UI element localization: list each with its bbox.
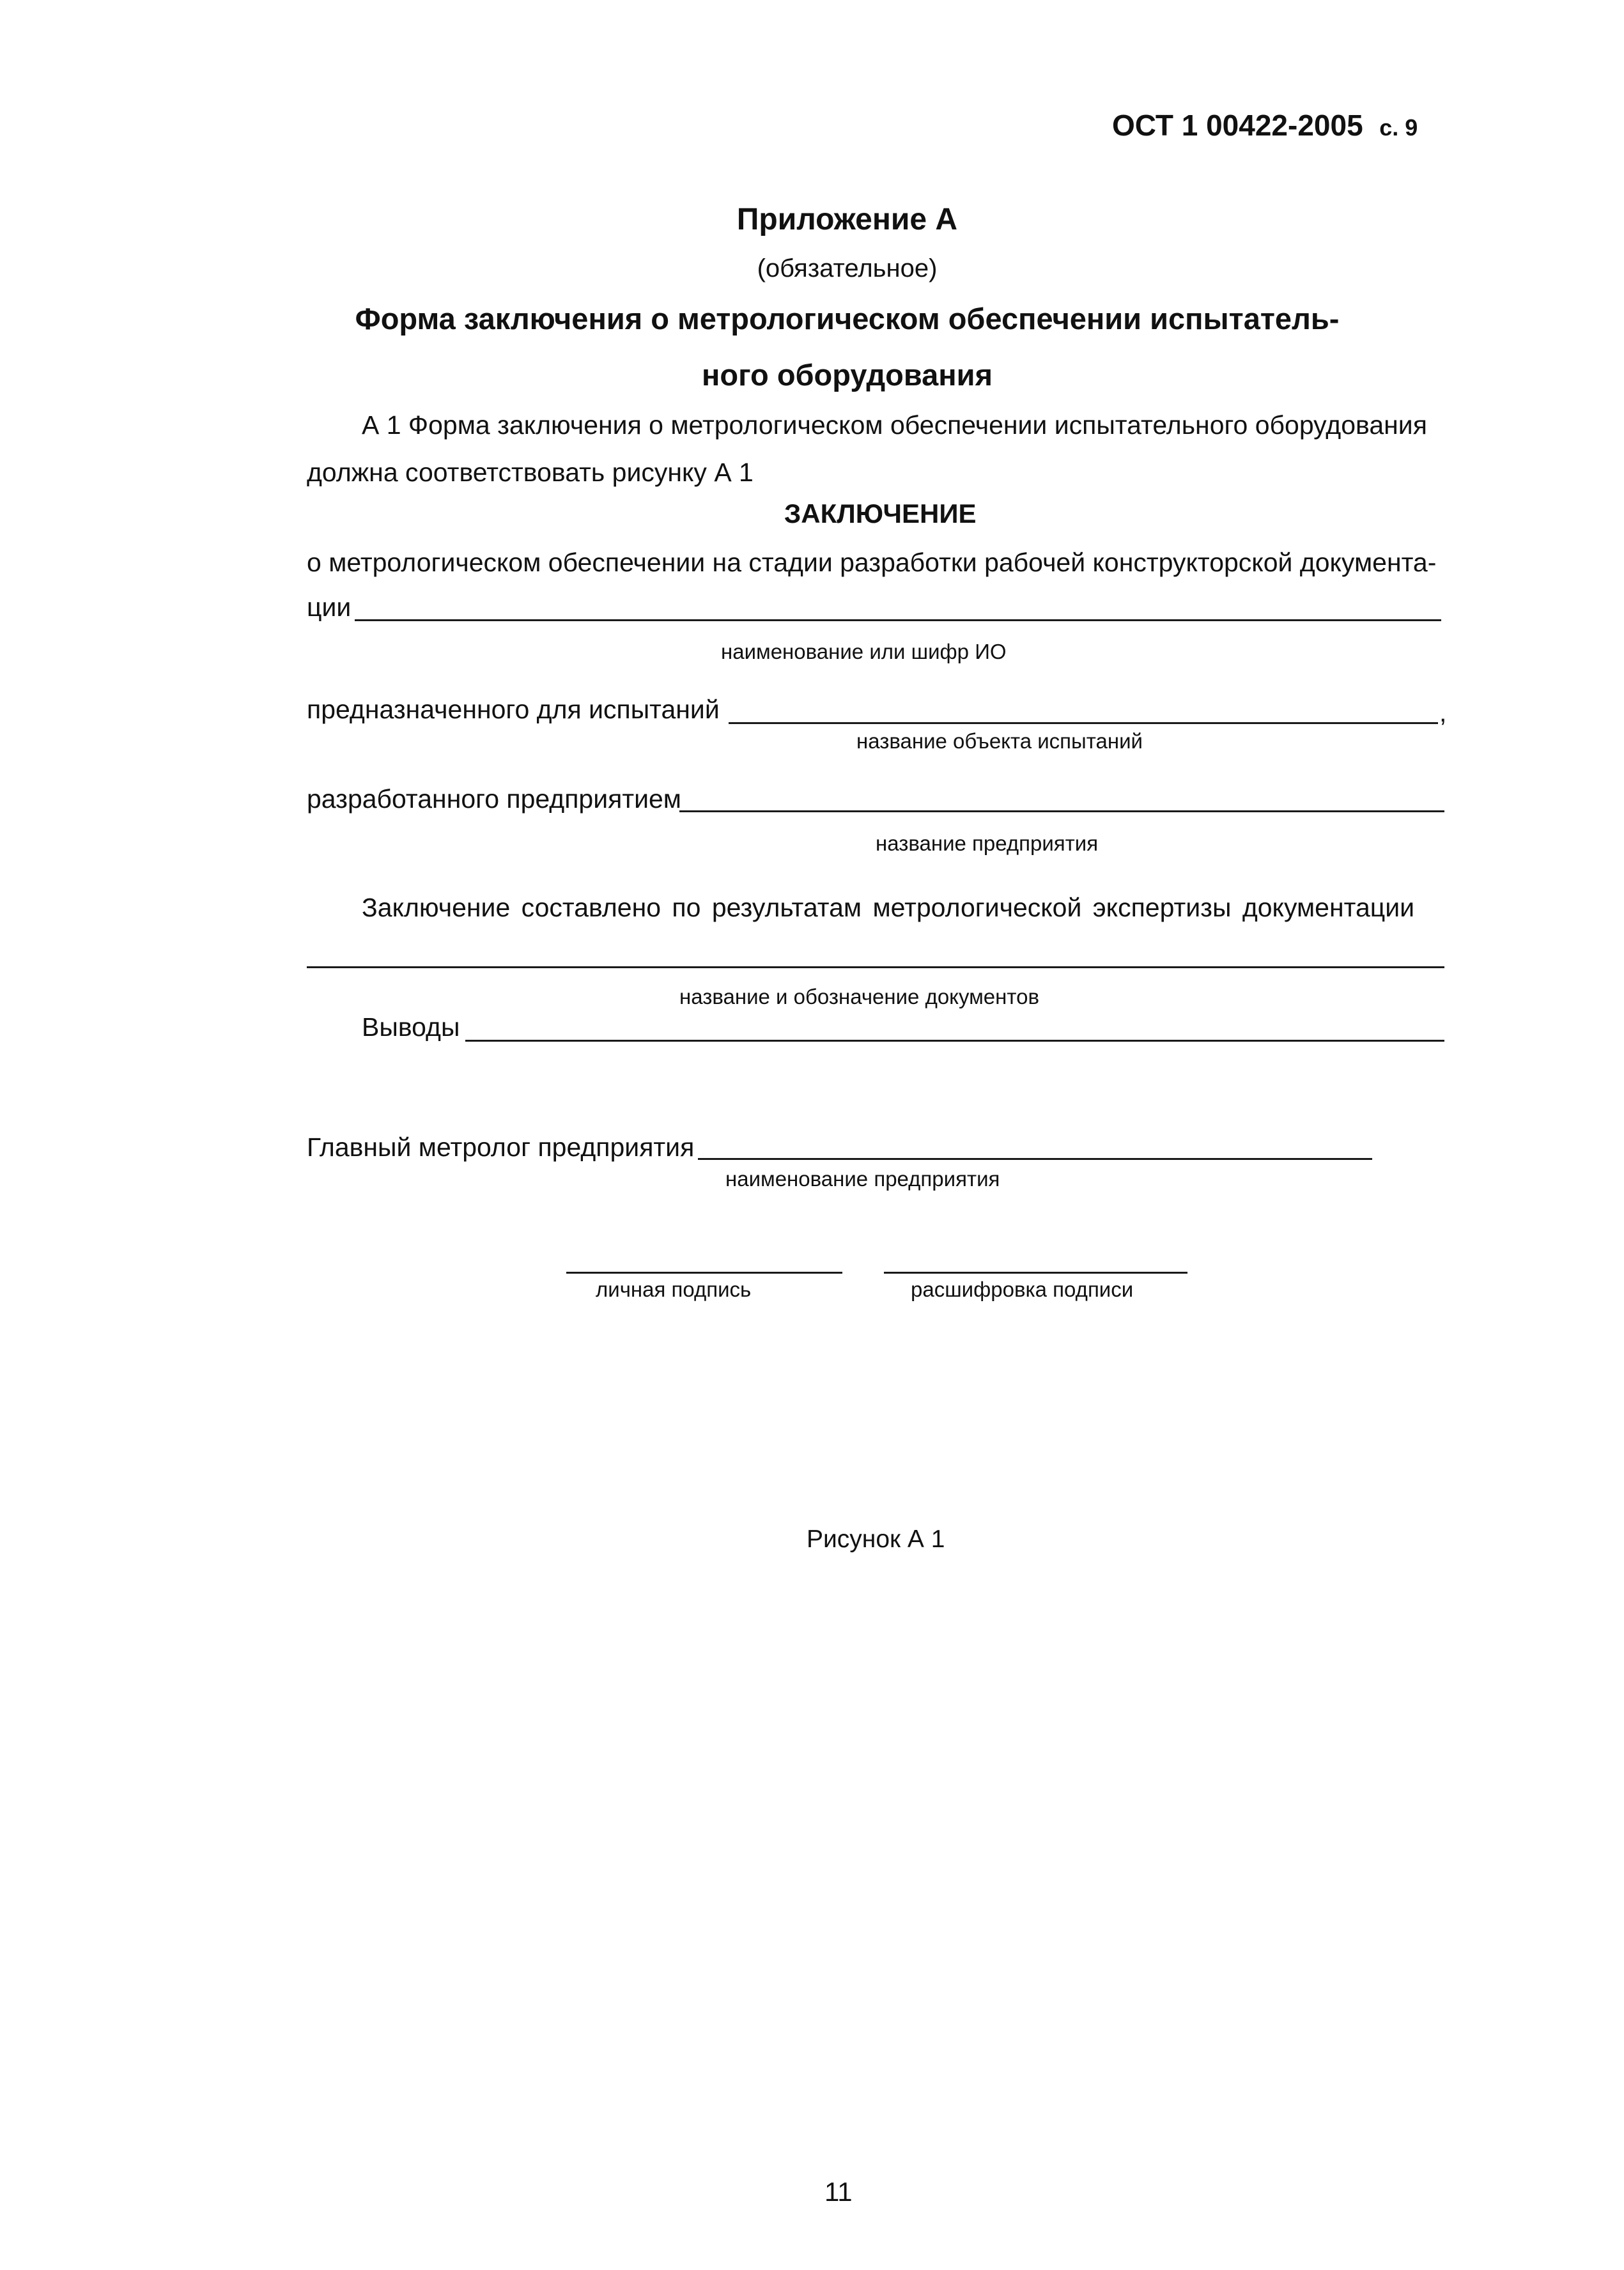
caption-object: название объекта испытаний (856, 729, 1143, 753)
standard-number: ОСТ 1 00422-2005 (1112, 109, 1363, 142)
conclusions-label: Выводы (362, 1012, 460, 1042)
document-header (1112, 107, 1418, 146)
intro-line1: А 1 Форма заключения о метрологическом обеспечении испытательного оборудования (362, 410, 1427, 440)
expertise-text: Заключение составлено по результатам метрологической экспертизы документации (362, 893, 1415, 922)
form-line2-prefix: ции (307, 592, 352, 622)
form-title: ЗАКЛЮЧЕНИЕ (784, 498, 977, 529)
appendix-title: Приложение А (736, 203, 958, 236)
caption-documents: название и обозначение документов (679, 985, 1040, 1008)
intro-line2: должна соответствовать рисунку А 1 (307, 458, 754, 487)
io-name-field-line (355, 619, 1441, 621)
appendix-heading-line1: Форма заключения о метрологическом обеспечении испытатель- (355, 302, 1340, 336)
signature-line (566, 1272, 842, 1274)
page-number: 11 (824, 2177, 853, 2207)
caption-signature-decode: расшифровка подписи (911, 1278, 1134, 1301)
developer-field-line (679, 810, 1444, 812)
conclusions-field-line (465, 1040, 1444, 1042)
chief-enterprise-field-line (698, 1158, 1372, 1160)
caption-chief-enterprise: наименование предприятия (725, 1167, 1000, 1191)
form-line1: о метрологическом обеспечении на стадии разработки рабочей конструкторской документа- (307, 548, 1437, 577)
caption-io: наименование или шифр ИО (721, 640, 1007, 663)
caption-enterprise: название предприятия (876, 831, 1099, 855)
comma-mark: , (1439, 698, 1447, 727)
appendix-heading-line2: ного оборудования (702, 358, 993, 392)
purpose-label: предназначенного для испытаний (307, 695, 720, 724)
page-reference: с. 9 (1379, 114, 1418, 141)
documents-field-line (307, 966, 1444, 968)
figure-caption: Рисунок А 1 (807, 1525, 945, 1553)
caption-signature: личная подпись (596, 1278, 752, 1301)
signature-decode-line (884, 1272, 1187, 1274)
test-object-field-line (729, 722, 1438, 724)
appendix-status: (обязательное) (757, 254, 938, 282)
chief-metrologist-label: Главный метролог предприятия (307, 1132, 695, 1162)
developer-label: разработанного предприятием (307, 784, 681, 814)
